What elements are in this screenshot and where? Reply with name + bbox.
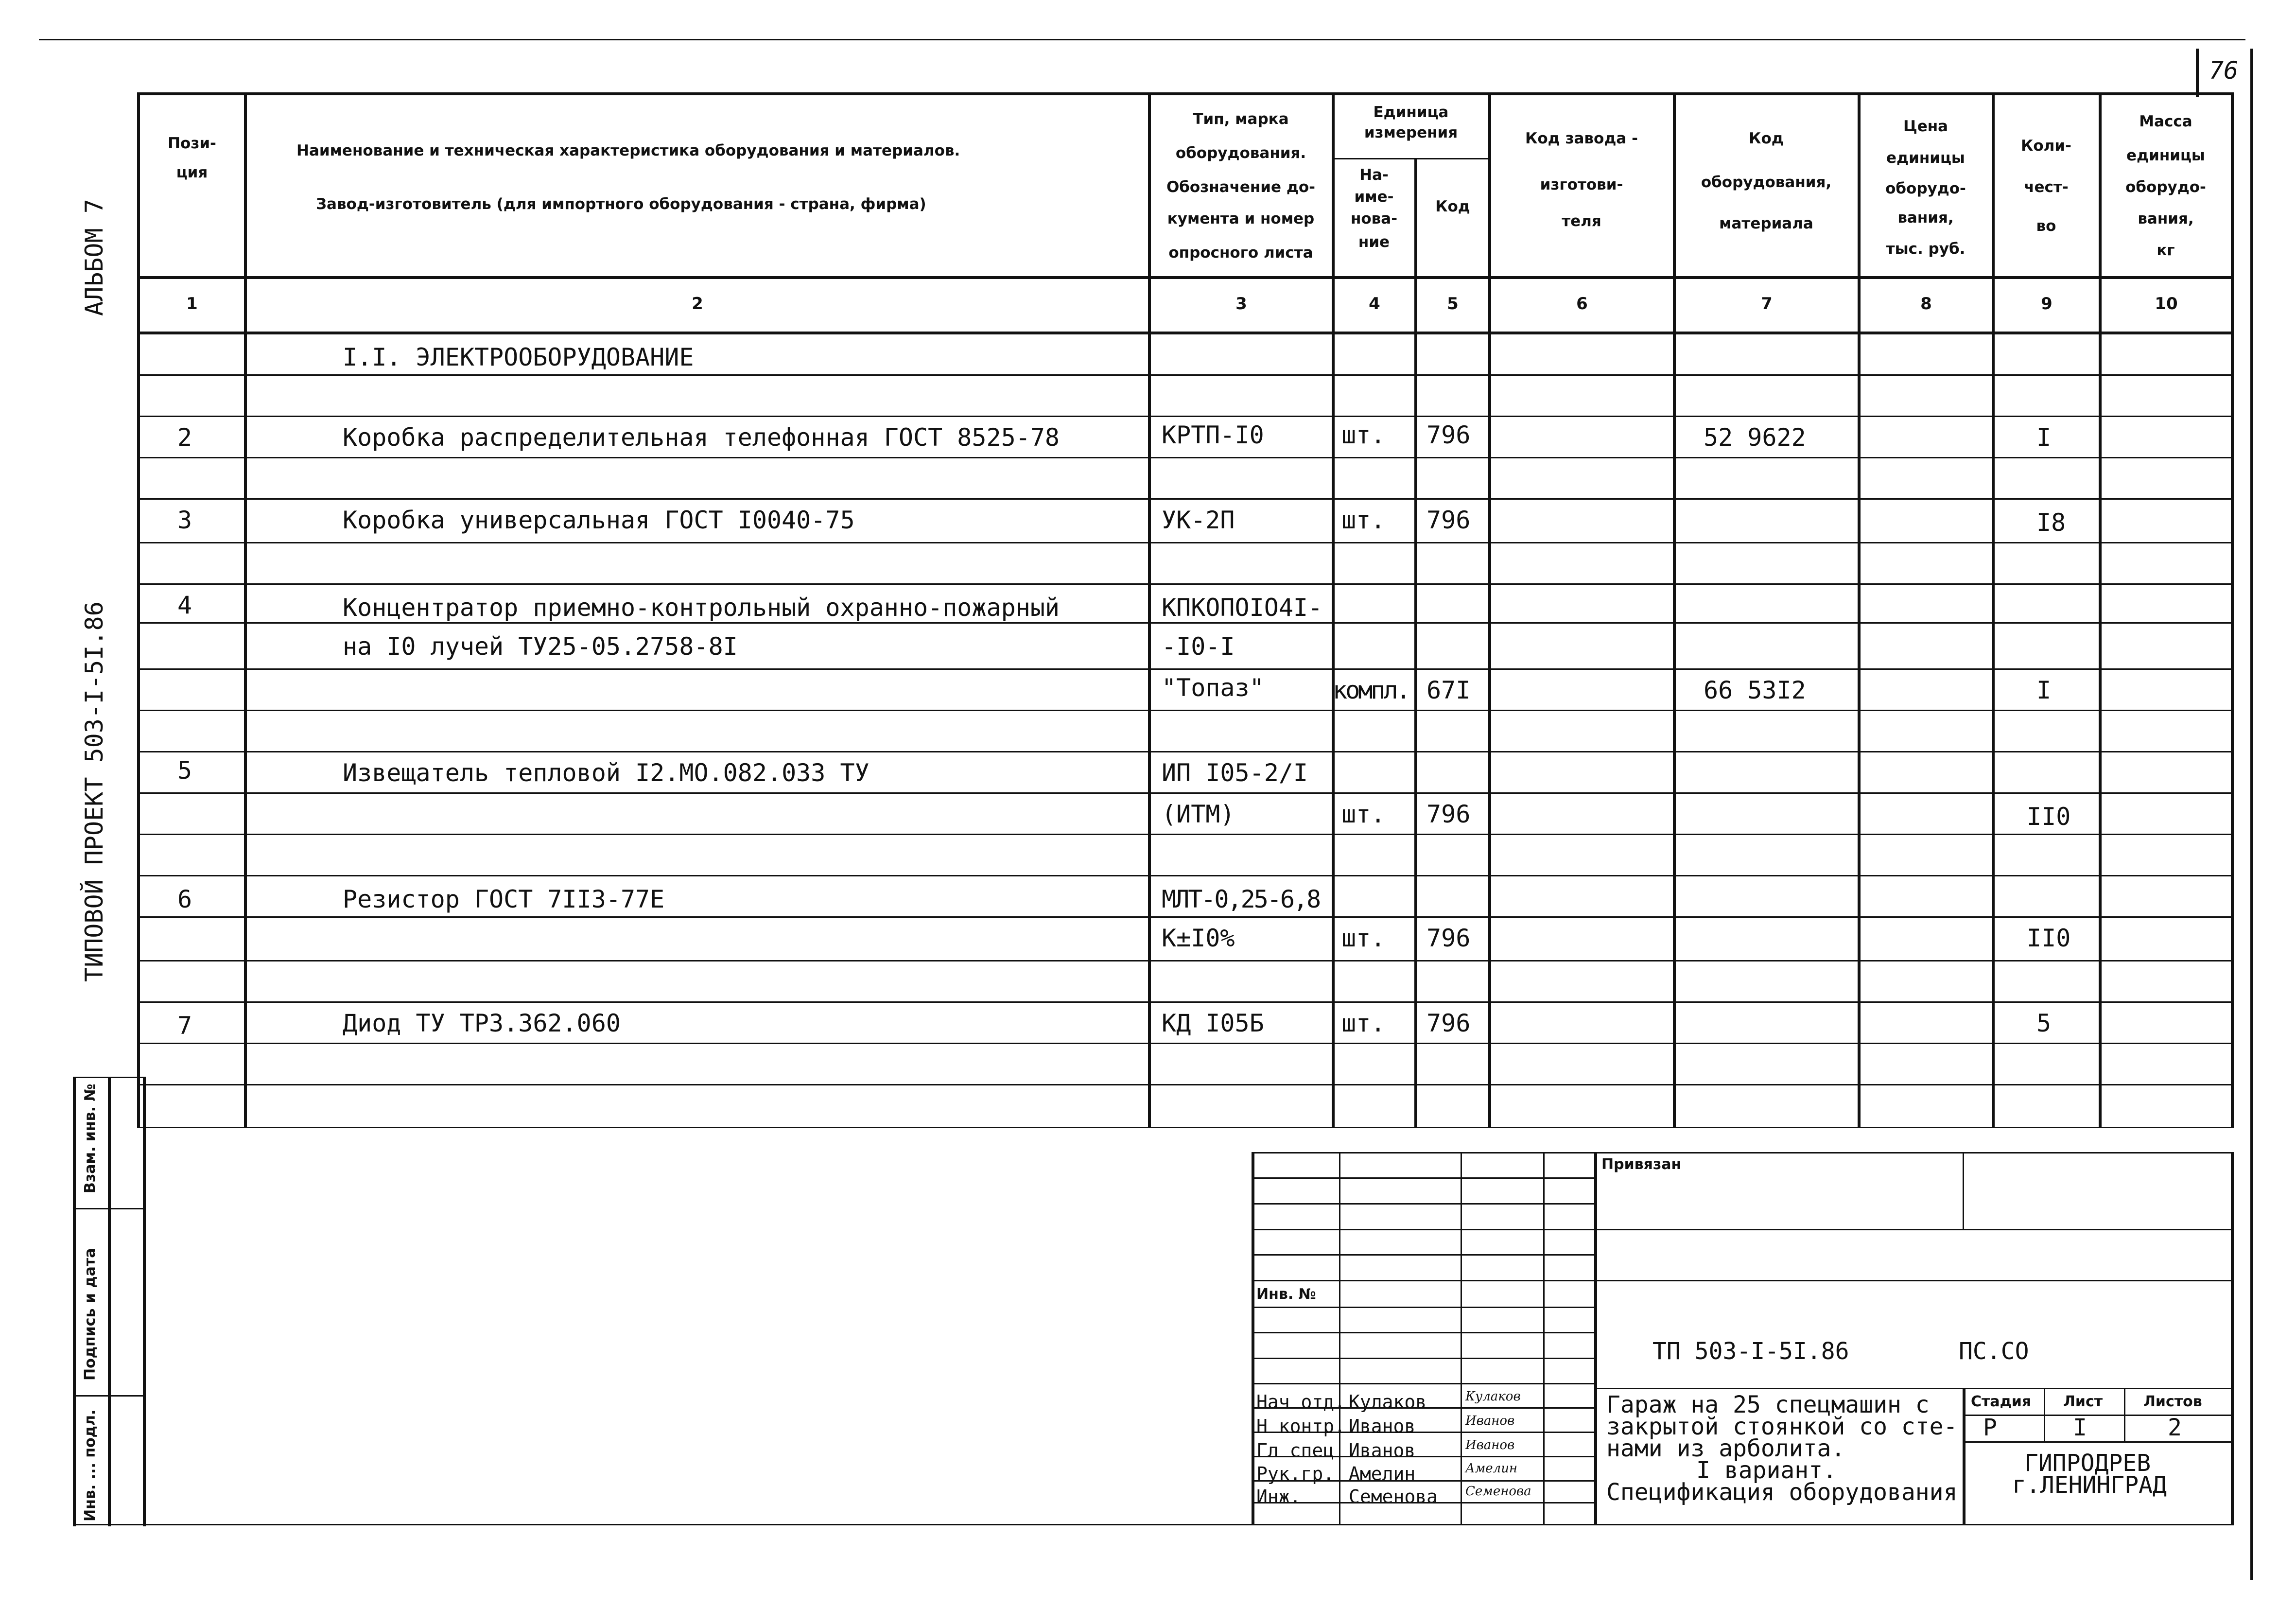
- row-7-qty: 5: [2036, 1009, 2052, 1037]
- header-equip-3: материала: [1719, 215, 1813, 232]
- tb-role-2: Н контр.: [1256, 1416, 1346, 1437]
- col-num-3: 3: [1235, 294, 1247, 314]
- header-factory-3: теля: [1562, 212, 1601, 230]
- tb-r5: [1252, 1280, 2233, 1281]
- tb-doc-suffix: ПС.СО: [1959, 1338, 2029, 1365]
- row-sep-8: [137, 668, 2232, 670]
- side-box-sep2: [73, 1395, 144, 1397]
- header-price-4: вания,: [1897, 209, 1954, 227]
- row-6-pos: 6: [177, 885, 192, 913]
- tb-v3: [1543, 1152, 1545, 1525]
- bottom-frame: [73, 1524, 2233, 1525]
- row-7-code: 796: [1426, 1009, 1471, 1037]
- row-sep-15: [137, 960, 2232, 961]
- tb-name-4: Амелин: [1349, 1463, 1416, 1485]
- row-2-unit: шт.: [1341, 421, 1386, 449]
- tb-org-1: ГИПРОДРЕВ: [2024, 1450, 2151, 1477]
- header-bottom: [137, 276, 2232, 279]
- table-bottom: [137, 1127, 2232, 1128]
- row-sep-14: [137, 916, 2232, 918]
- col-line-1: [244, 92, 247, 1128]
- col-num-8: 8: [1920, 294, 1932, 314]
- col-num-7: 7: [1761, 294, 1773, 314]
- row-5-pos: 5: [177, 756, 192, 785]
- top-rule: [39, 39, 2245, 40]
- row-7-pos: 7: [177, 1012, 192, 1040]
- row-4c-code: 67I: [1426, 676, 1471, 704]
- header-price-5: тыс. руб.: [1886, 240, 1966, 258]
- row-4-type: КПКОПОIО4I-: [1162, 594, 1323, 622]
- row-5b-qty: II0: [2027, 803, 2071, 831]
- side-box-right: [143, 1077, 146, 1526]
- colnum-bottom: [137, 332, 2232, 334]
- row-6-name: Резистор ГОСТ 7II3-77Е: [343, 885, 665, 913]
- tb-r3: [1252, 1229, 2233, 1230]
- header-factory-2: изготови-: [1540, 176, 1623, 193]
- col-line-8: [1992, 92, 1995, 1128]
- header-name-line1: Наименование и техническая характеристика оборудования и материалов.: [296, 142, 960, 159]
- side-box-inner: [108, 1077, 111, 1526]
- row-sep-16: [137, 1001, 2232, 1003]
- row-4c-equip: 66 53I2: [1704, 676, 1806, 704]
- row-sep-9: [137, 710, 2232, 711]
- row-sep-18: [137, 1084, 2232, 1085]
- header-unit: Единица измерения: [1364, 104, 1458, 141]
- side-box-top: [73, 1077, 144, 1078]
- tb-sign-3: Иванов: [1465, 1438, 1515, 1452]
- side-box-left: [73, 1077, 76, 1526]
- header-equip-1: Код: [1749, 130, 1784, 147]
- col-line-6: [1673, 92, 1676, 1128]
- header-pos: Пози- ция: [168, 135, 216, 181]
- side-box-label-2: Подпись и дата: [82, 1248, 99, 1381]
- header-unit-name-3: нова-: [1350, 210, 1398, 227]
- row-5-name: Извещатель тепловой I2.МО.082.033 ТУ: [343, 759, 870, 787]
- row-6b-unit: шт.: [1341, 924, 1386, 952]
- tb-title-5: Спецификация оборудования: [1606, 1479, 1958, 1506]
- row-7-name: Диод ТУ ТРЗ.362.060: [343, 1009, 621, 1037]
- tb-r7: [1252, 1332, 1594, 1333]
- row-3-unit: шт.: [1341, 506, 1386, 534]
- row-2-name: Коробка распределительная телефонная ГОСТ 8525-78: [343, 423, 1060, 452]
- row-2-code: 796: [1426, 421, 1471, 449]
- tb-stage-label: Стадия: [1971, 1393, 2032, 1410]
- col-line-0: [137, 92, 140, 1128]
- side-album: АЛЬБОМ 7: [80, 199, 108, 316]
- tb-sign-2: Иванов: [1465, 1414, 1515, 1428]
- page-number: 76: [2209, 56, 2239, 85]
- header-mass-5: кг: [2157, 242, 2175, 259]
- tb-sheet: I: [2073, 1414, 2087, 1441]
- row-5b-unit: шт.: [1341, 800, 1386, 828]
- tb-role-5: Инж.: [1256, 1486, 1301, 1507]
- header-price-1: Цена: [1903, 118, 1948, 135]
- header-mass-3: оборудо-: [2125, 178, 2206, 196]
- row-2-equip: 52 9622: [1704, 423, 1806, 452]
- tb-role-3: Гл спец: [1256, 1440, 1335, 1461]
- row-sep-7: [137, 622, 2232, 624]
- tb-r8: [1252, 1358, 1594, 1359]
- tb-v1: [1339, 1152, 1340, 1525]
- side-box-label-1: Взам. инв. №: [82, 1084, 99, 1193]
- row-sep-6: [137, 583, 2232, 585]
- header-type-2: оборудования.: [1175, 144, 1306, 162]
- tb-r17: [1963, 1441, 2232, 1443]
- tb-name-2: Иванов: [1349, 1416, 1416, 1437]
- row-sep-1: [137, 374, 2232, 376]
- tb-sign-4: Амелин: [1465, 1461, 1518, 1476]
- col-line-5: [1488, 92, 1491, 1128]
- row-sep-13: [137, 875, 2232, 876]
- row-6-type: МЛТ-0,25-6,8: [1162, 885, 1320, 913]
- row-sep-4: [137, 498, 2232, 500]
- tb-sheet-label: Лист: [2063, 1393, 2103, 1410]
- tb-top: [1252, 1152, 2233, 1154]
- header-mass-4: вания,: [2138, 210, 2194, 227]
- row-sep-11: [137, 792, 2232, 794]
- col-num-10: 10: [2155, 294, 2178, 314]
- col-num-5: 5: [1447, 294, 1459, 314]
- tb-name-5: Семенова: [1349, 1486, 1438, 1507]
- tb-v5: [1963, 1152, 1964, 1230]
- tb-privyazan: Привязан: [1601, 1156, 1682, 1173]
- side-box-label-3: Инв. ... подл.: [82, 1409, 99, 1521]
- tb-role-4: Рук.гр.: [1256, 1463, 1335, 1485]
- row-3-type: УК-2П: [1162, 506, 1235, 534]
- header-mass-2: единицы: [2126, 147, 2205, 164]
- header-type-3: Обозначение до-: [1166, 178, 1316, 196]
- row-2-type: КРТП-I0: [1162, 421, 1264, 449]
- row-4-name: Концентратор приемно-контрольный охранно-пожарный: [343, 594, 1060, 622]
- header-qty-2: чест-: [2024, 178, 2069, 196]
- tb-stage: Р: [1983, 1414, 1997, 1441]
- row-4b-type: -I0-I: [1162, 632, 1235, 661]
- header-unit-code: Код: [1435, 198, 1470, 215]
- tb-role-1: Нач отд.: [1256, 1391, 1346, 1413]
- tb-r9: [1594, 1388, 2233, 1389]
- row-sep-17: [137, 1043, 2232, 1044]
- header-type-1: Тип, марка: [1193, 110, 1289, 128]
- header-type-4: кумента и номер: [1167, 210, 1315, 227]
- row-5b-type: (ИТМ): [1162, 800, 1235, 828]
- row-4c-unit: компл.: [1333, 676, 1409, 704]
- tb-v7: [1963, 1388, 1966, 1525]
- row-7-unit: шт.: [1341, 1009, 1386, 1037]
- row-2-pos: 2: [177, 423, 192, 452]
- row-sep-2: [137, 416, 2232, 417]
- tb-r16: [1963, 1415, 2232, 1416]
- header-factory-1: Код завода -: [1525, 130, 1638, 147]
- header-price-3: оборудо-: [1885, 180, 1966, 197]
- tb-v6: [2231, 1152, 2234, 1525]
- tb-r4: [1252, 1254, 1594, 1256]
- tb-sign-5: Семенова: [1465, 1484, 1531, 1499]
- row-sep-12: [137, 834, 2232, 835]
- col-num-1: 1: [186, 294, 198, 314]
- tb-sheets: 2: [2168, 1414, 2182, 1441]
- row-7-type: КД I05Б: [1162, 1009, 1264, 1037]
- col-num-4: 4: [1369, 294, 1380, 314]
- row-sep-10: [137, 751, 2232, 752]
- tb-name-3: Иванов: [1349, 1440, 1416, 1461]
- tb-v2: [1461, 1152, 1462, 1525]
- header-qty-3: во: [2036, 217, 2056, 235]
- side-box-sep1: [73, 1208, 144, 1209]
- tb-name-1: Кулаков: [1349, 1391, 1427, 1413]
- row-4c-type: "Топаз": [1162, 674, 1264, 702]
- tb-title-1: Гараж на 25 спецмашин с: [1606, 1391, 1930, 1418]
- row-2-qty: I: [2036, 423, 2052, 452]
- tb-title-4: I вариант.: [1696, 1457, 1837, 1484]
- tb-org-2: г.ЛЕНИНГРАД: [2012, 1471, 2167, 1499]
- row-sep-3: [137, 457, 2232, 458]
- table-top: [137, 92, 2232, 95]
- col-num-9: 9: [2041, 294, 2052, 314]
- row-4b-name: на I0 лучей ТУ25-05.2758-8I: [343, 632, 738, 661]
- row-3-qty: I8: [2036, 508, 2066, 537]
- tb-sign-1: Кулаков: [1465, 1389, 1521, 1404]
- col-num-2: 2: [692, 294, 703, 314]
- tb-v4: [1594, 1152, 1597, 1525]
- tb-r6: [1252, 1307, 1594, 1308]
- row-3-pos: 3: [177, 506, 192, 534]
- row-6b-code: 796: [1426, 924, 1471, 952]
- header-price-2: единицы: [1886, 149, 1965, 167]
- page-number-box-left: [2196, 49, 2199, 97]
- tb-doc-code: ТП 503-I-5I.86: [1652, 1338, 1849, 1365]
- row-3-name: Коробка универсальная ГОСТ I0040-75: [343, 506, 855, 534]
- tb-inv-no: Инв. №: [1256, 1286, 1316, 1303]
- right-border: [2250, 49, 2253, 1580]
- row-3-code: 796: [1426, 506, 1471, 534]
- tb-r10: [1252, 1383, 1594, 1384]
- header-equip-2: оборудования,: [1701, 174, 1832, 191]
- col-num-6: 6: [1576, 294, 1588, 314]
- header-unit-name-2: име-: [1354, 188, 1394, 206]
- tb-r1: [1252, 1177, 1594, 1179]
- side-project: ТИПОВОЙ ПРОЕКТ 503-I-5I.86: [80, 601, 108, 982]
- header-unit-name-4: ние: [1358, 233, 1390, 251]
- header-mass-1: Масса: [2139, 113, 2192, 130]
- header-unit-name-1: На-: [1359, 166, 1389, 184]
- header-type-5: опросного листа: [1168, 244, 1313, 262]
- row-5-type: ИП I05-2/I: [1162, 759, 1308, 787]
- header-qty-1: Коли-: [2021, 137, 2071, 155]
- row-sep-5: [137, 542, 2232, 543]
- row-6b-qty: II0: [2027, 924, 2071, 952]
- header-name-line2: Завод-изготовитель (для импортного оборудования - страна, фирма): [316, 195, 926, 213]
- tb-title-3: нами из арболита.: [1606, 1435, 1845, 1462]
- tb-title-2: закрытой стоянкой со сте-: [1606, 1413, 1958, 1440]
- unit-header-split: [1332, 158, 1490, 159]
- section-title: I.I. ЭЛЕКТРООБОРУДОВАНИЕ: [343, 343, 694, 371]
- tb-left: [1252, 1152, 1254, 1525]
- tb-sheets-label: Листов: [2143, 1393, 2202, 1410]
- row-4-pos: 4: [177, 591, 192, 619]
- tb-r2: [1252, 1203, 1594, 1205]
- row-6b-type: К±I0%: [1162, 924, 1235, 952]
- col-line-10: [2231, 92, 2234, 1128]
- row-5b-code: 796: [1426, 800, 1471, 828]
- row-4c-qty: I: [2036, 676, 2052, 704]
